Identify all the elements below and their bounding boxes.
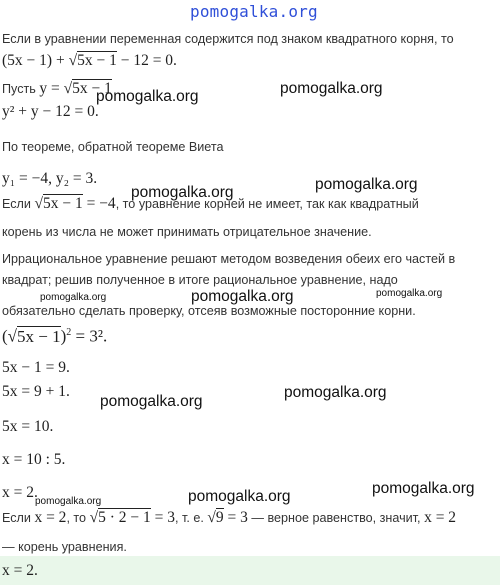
equation-9: x = 2. [2,484,38,501]
answer: x = 2. [2,562,38,579]
ie-label: , т. е. [175,511,208,525]
squared-radicand: 5x − 1 [17,326,61,346]
equation-8: x = 10 : 5. [2,451,66,468]
sqrt-sign: √ [63,80,73,97]
answer-highlight [0,556,500,585]
check-radicand-2: 9 [215,509,224,526]
watermark: pomogalka.org [96,88,199,105]
y-equals: y = [39,80,64,97]
sqrt-sign: √ [34,195,43,212]
equation-7: 5x = 10. [2,418,54,435]
text-line-8: обязательно сделать проверку, отсеяв возможные посторонние корни. [2,304,416,318]
check-result-2: = 3 [223,509,248,526]
watermark: pomogalka.org [40,292,107,303]
sqrt-sign: √ [7,326,18,346]
text-line-10: — корень уравнения. [2,540,127,554]
equation-roots: y₁ = −4, y₂ = 3. [2,170,98,187]
watermark: pomogalka.org [284,384,387,401]
watermark: pomogalka.org [315,176,418,193]
text-vieta: По теореме, обратной теореме Виета [2,140,224,154]
paren-open: ( [2,326,8,346]
then-label: , то [66,511,90,525]
equation-6: 5x = 9 + 1. [2,383,70,400]
check-radicand: 5 · 2 − 1 [98,509,151,526]
eq1-radicand: 5x − 1 [77,52,117,69]
watermark: pomogalka.org [100,393,203,410]
text-line-7: квадрат; решив полученное в итоге рациональное уравнение, надо [2,273,398,287]
let-label: Пусть [2,82,40,96]
watermark: pomogalka.org [188,488,291,505]
condition-text: , то уравнение корней не имеет, так как квадратный [115,197,419,211]
x-value: x = 2 [34,509,67,526]
watermark: pomogalka.org [280,80,383,97]
sqrt-sign: √ [68,52,78,69]
conclusion-text: — верное равенство, значит, [247,511,425,525]
watermark: pomogalka.org [191,288,294,305]
watermark: pomogalka.org [372,480,475,497]
squared-rest: = 3². [75,326,108,346]
watermark: pomogalka.org [376,288,443,299]
watermark: pomogalka.org [35,496,102,507]
sqrt-sign: √ [207,509,216,526]
equation-squared [2,322,107,348]
if-label: Если [2,197,35,211]
exponent: 2 [66,327,72,338]
eq1-part-b: − 12 = 0. [116,52,177,69]
check-result: = 3 [150,509,175,526]
if-label-2: Если [2,511,35,525]
text-line-5: корень из числа не может принимать отрицательное значение. [2,225,372,239]
x-value-2: x = 2 [424,509,457,526]
substitution-radicand: 5x − 1 [72,80,112,97]
site-header-logo[interactable]: pomogalka.org [190,2,318,21]
condition-radicand: 5x − 1 [42,195,83,212]
text-line-1: Если в уравнении переменная содержится под знаком квадратного корня, то [2,32,454,46]
condition-value: = −4 [82,195,116,212]
text-line-6: Иррациональное уравнение решают методом возведения обеих его частей в [2,252,456,266]
equation-2: y² + y − 12 = 0. [2,103,99,120]
eq1-part-a: (5x − 1) + [2,52,69,69]
paren-close: ) [60,326,67,346]
equation-1 [2,52,177,70]
watermark: pomogalka.org [131,184,234,201]
verification-line [2,509,456,527]
equation-5: 5x − 1 = 9. [2,359,70,376]
sqrt-sign: √ [89,509,99,526]
